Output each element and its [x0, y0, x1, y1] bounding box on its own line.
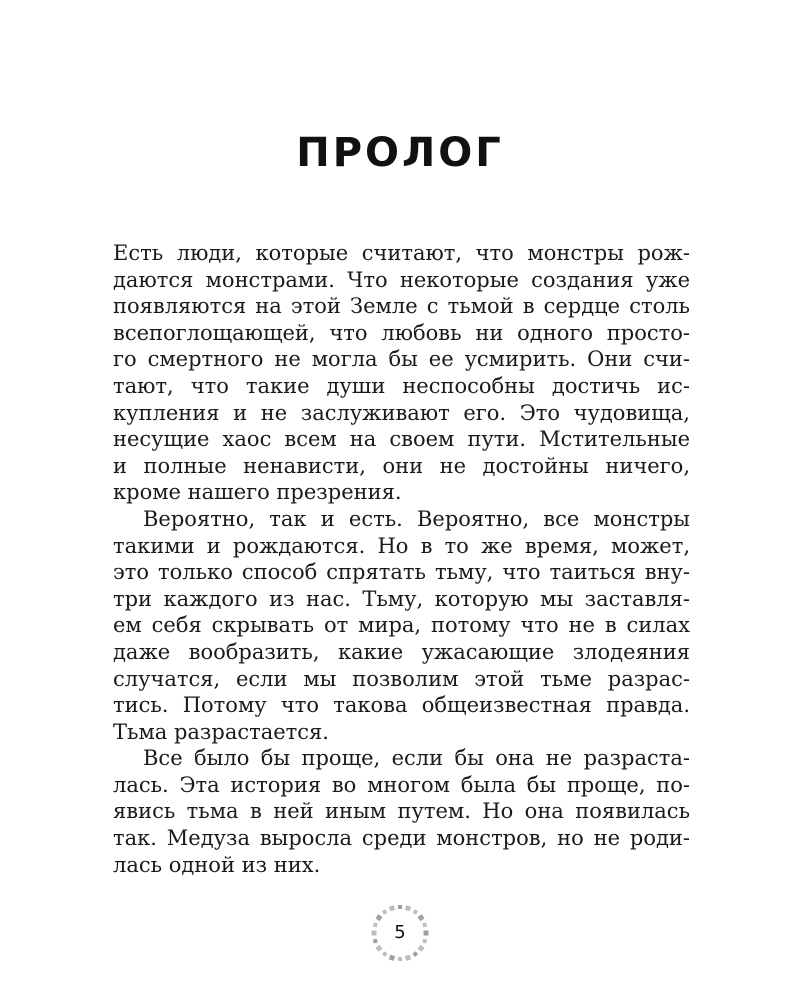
text-line: лась одной из них.	[113, 852, 321, 877]
text-line: Тьма разрастается.	[113, 719, 329, 744]
text-line: несущие хаос всем на своем пути. Мстительные	[113, 427, 690, 452]
text-line: Все было бы проще, если бы она не разраста-	[143, 746, 690, 771]
text-line: тись. Потому что такова общеизвестная правда.	[113, 693, 690, 718]
text-line: так. Медуза выросла среди монстров, но не роди-	[113, 826, 690, 851]
text-line: даже вообразить, какие ужасающие злодеяния	[113, 639, 690, 664]
chapter-title: ПРОЛОГ	[296, 130, 504, 176]
text-line: лась. Эта история во многом была бы проще, по-	[113, 772, 690, 797]
text-line: и полные ненависти, они не достойны ничего,	[113, 453, 690, 478]
page-number: 5	[394, 922, 406, 943]
text-line: всепоглощающей, что любовь ни одного просто-	[113, 320, 690, 345]
text-line: кроме нашего презрения.	[113, 480, 402, 505]
text-line: Есть люди, которые считают, что монстры рож-	[113, 241, 690, 265]
text-line: даются монстрами. Что некоторые создания уже	[113, 267, 690, 292]
body-text	[113, 240, 690, 878]
text-line: тают, что такие души неспособны достичь ис-	[113, 373, 690, 398]
page-number-badge	[369, 902, 431, 964]
text-line: Вероятно, так и есть. Вероятно, все монстры	[143, 506, 690, 531]
text-line: три каждого из нас. Тьму, которую мы заставля-	[113, 586, 690, 611]
text-line: такими и рождаются. Но в то же время, может,	[113, 533, 690, 558]
text-line: случатся, если мы позволим этой тьме разрас-	[113, 666, 690, 691]
text-line: это только способ спрятать тьму, что таиться вну-	[113, 560, 690, 585]
text-line: купления и не заслуживают его. Это чудовища,	[113, 400, 690, 425]
text-line: ем себя скрывать от мира, потому что не в силах	[113, 613, 690, 638]
text-line: явись тьма в ней иным путем. Но она появилась	[113, 799, 690, 824]
text-line: го смертного не могла бы ее усмирить. Они счи-	[113, 347, 690, 372]
text-line: появляются на этой Земле с тьмой в сердце столь	[113, 294, 690, 319]
